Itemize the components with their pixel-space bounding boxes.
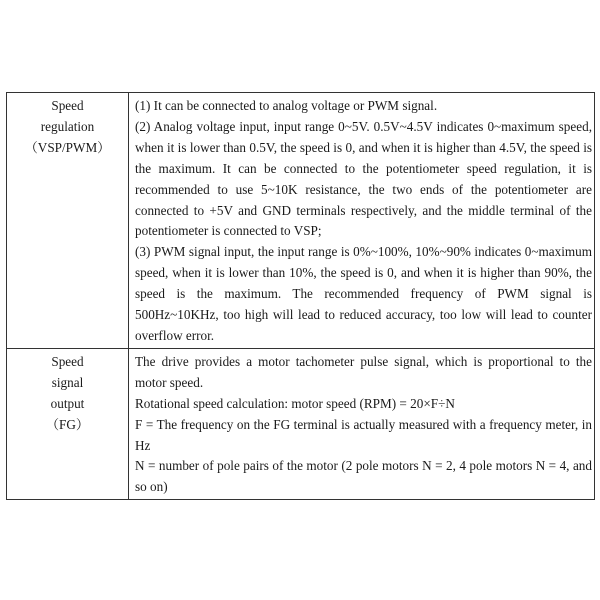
- row-label-line: Speed: [51, 98, 84, 113]
- paragraph-frequency-definition: F = The frequency on the FG terminal is actually measured with a frequency meter, in Hz: [135, 416, 592, 453]
- row-label-line: （FG）: [45, 416, 90, 432]
- paragraph-tachometer-signal: The drive provides a motor tachometer pulse signal, which is proportional to the motor speed.: [135, 353, 592, 390]
- spec-table: [6, 92, 595, 500]
- paragraph-analog-voltage-input: (2) Analog voltage input, input range 0~5V. 0.5V~4.5V indicates 0~maximum speed, when it is lower than 0.5V, the speed is 0, and when it is higher than 4.5V, the speed is the maximum. It can be connected to the potentiometer speed regulation, it is recommended to use 5~10K resistance, the two ends of the potentiometer are connected to +5V and GND terminals respectively, and the middle terminal of the potentiometer is connected to VSP;: [135, 118, 592, 239]
- row-label-speed-signal-output: [7, 348, 129, 499]
- paragraph-pwm-signal-input: (3) PWM signal input, the input range is 0%~100%, 10%~90% indicates 0~maximum speed, when it is lower than 10%, the speed is 0, and when it is higher than 90%, the speed is the maximum. The recommended frequency of PWM signal is 500Hz~10KHz, too high will lead to reduced accuracy, too low will lead to counter overflow error.: [135, 244, 592, 343]
- row-label-speed-regulation: [7, 93, 129, 349]
- row-label-line: regulation: [40, 118, 95, 134]
- paragraph-connection-types: (1) It can be connected to analog voltage or PWM signal.: [135, 98, 438, 113]
- row-label-line: （VSP/PWM）: [24, 139, 111, 155]
- row-label-line: signal: [51, 374, 84, 390]
- row-label-line: Speed: [51, 353, 84, 369]
- table-row-speed-signal-output: [7, 348, 595, 499]
- row-content-speed-signal-output: [129, 348, 595, 499]
- row-content-speed-regulation: [129, 93, 595, 349]
- table-row-speed-regulation: [7, 93, 595, 349]
- paragraph-speed-formula: Rotational speed calculation: motor speed (RPM) = 20×F÷N: [135, 395, 455, 411]
- row-label-line: output: [50, 395, 85, 411]
- paragraph-pole-pairs-definition: N = number of pole pairs of the motor (2 pole motors N = 2, 4 pole motors N = 4, and so on): [135, 458, 592, 495]
